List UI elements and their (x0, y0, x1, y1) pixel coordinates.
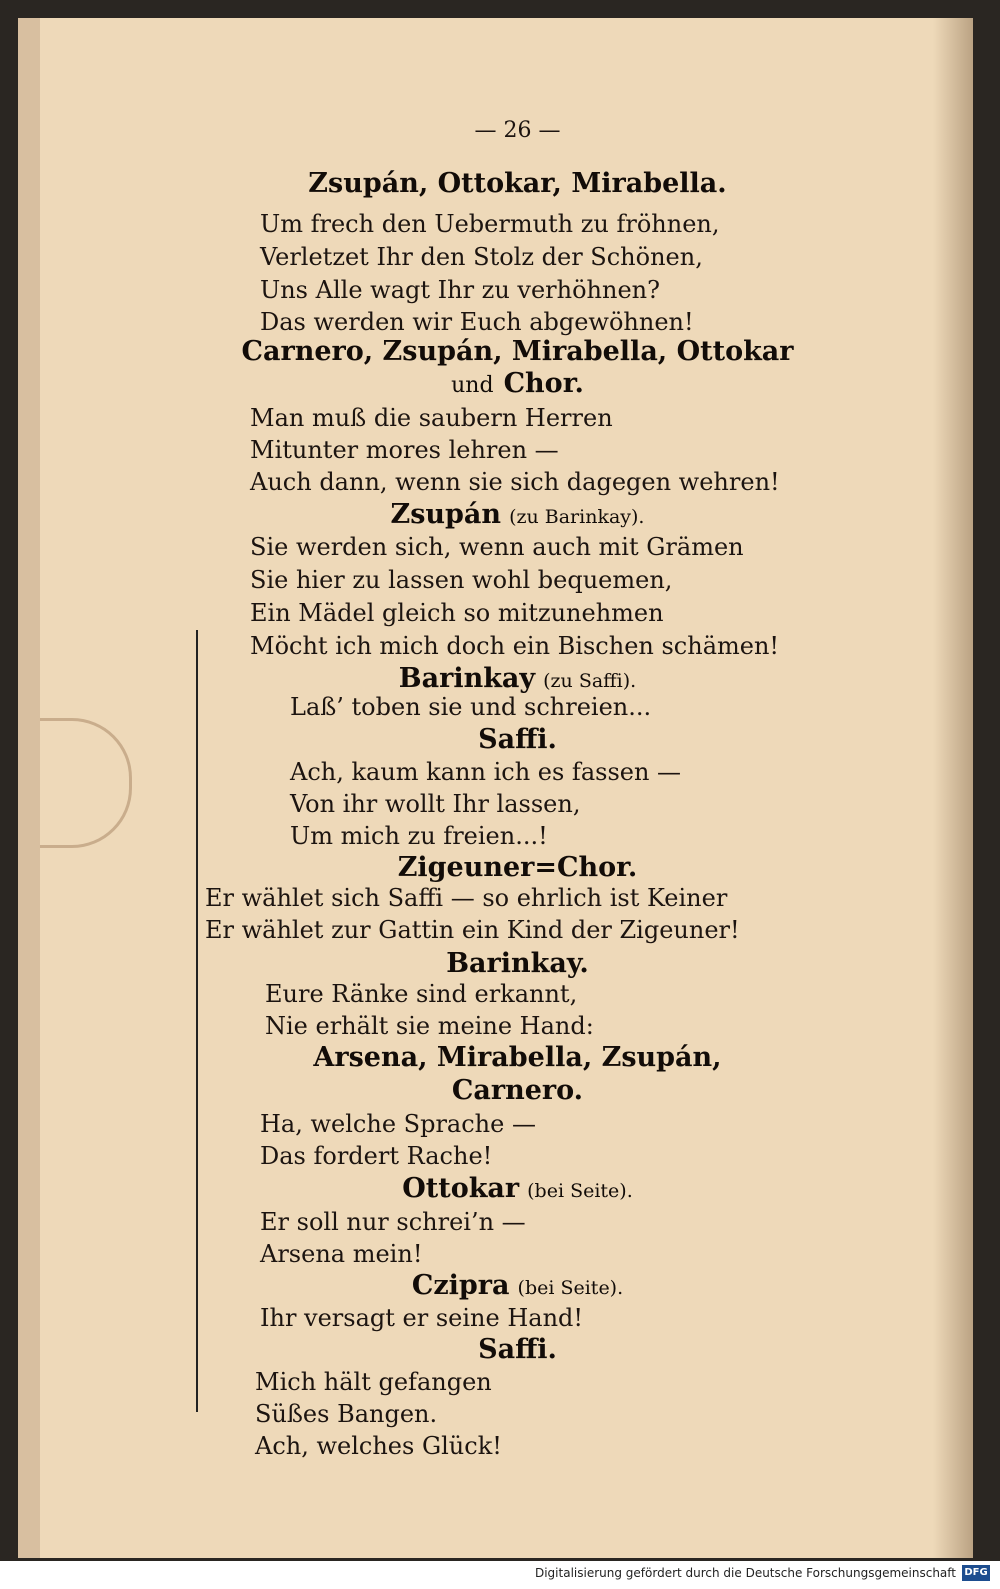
speaker-heading (40, 1270, 995, 1301)
speaker-name: Czipra (411, 1270, 510, 1301)
verse-line: Das fordert Rache! (260, 1142, 493, 1170)
dfg-logo: DFG (962, 1565, 990, 1581)
stage-direction: (bei Seite). (517, 1277, 624, 1299)
verse-line: Nie erhält sie meine Hand: (265, 1012, 594, 1040)
speaker-heading (40, 948, 995, 979)
book-page (18, 18, 973, 1558)
speaker-name: Barinkay (398, 663, 536, 694)
speaker-name: Chor. (503, 368, 584, 399)
speaker-heading (40, 1075, 995, 1106)
verse-line: Verletzet Ihr den Stolz der Schönen, (260, 243, 703, 271)
speaker-name: Saffi. (478, 1334, 557, 1365)
page-number: — 26 — (474, 118, 561, 143)
speaker-prefix: und (451, 373, 494, 398)
verse-line: Auch dann, wenn sie sich dagegen wehren! (250, 468, 780, 496)
digitization-credit: Digitalisierung gefördert durch die Deutsche Forschungsgemeinschaft (534, 1566, 956, 1580)
verse-line: Sie werden sich, wenn auch mit Grämen (250, 533, 744, 561)
verse-line: Er soll nur schrei’n — (260, 1208, 526, 1236)
speaker-heading (40, 1334, 995, 1365)
speaker-name: Zigeuner=Chor. (397, 852, 638, 883)
speaker-name: Zsupán, Ottokar, Mirabella. (308, 168, 727, 199)
verse-line: Um frech den Uebermuth zu fröhnen, (260, 210, 720, 238)
verse-line: Sie hier zu lassen wohl bequemen, (250, 566, 673, 594)
speaker-name: Barinkay. (446, 948, 589, 979)
verse-line: Arsena mein! (260, 1240, 423, 1268)
verse-line: Er wählet zur Gattin ein Kind der Zigeuner! (205, 916, 740, 944)
speaker-heading (40, 663, 995, 694)
verse-line: Mich hält gefangen (255, 1368, 492, 1396)
verse-line: Ha, welche Sprache — (260, 1110, 536, 1138)
speaker-heading (40, 1173, 995, 1204)
verse-line: Von ihr wollt Ihr lassen, (290, 790, 581, 818)
verse-line: Um mich zu freien...! (290, 822, 548, 850)
speaker-heading (40, 336, 995, 367)
speaker-heading (40, 724, 995, 755)
speaker-name: Carnero. (451, 1075, 584, 1106)
speaker-heading (40, 368, 995, 399)
verse-line: Laß’ toben sie und schreien... (290, 693, 652, 721)
speaker-heading (40, 1042, 995, 1073)
stage-direction: (zu Barinkay). (509, 506, 645, 528)
verse-line: Ein Mädel gleich so mitzunehmen (250, 599, 664, 627)
speaker-name: Saffi. (478, 724, 557, 755)
stage-direction: (zu Saffi). (543, 670, 637, 692)
verse-line: Uns Alle wagt Ihr zu verhöhnen? (260, 276, 660, 304)
page-gutter-shadow (933, 18, 973, 1558)
verse-line: Das werden wir Euch abgewöhnen! (260, 308, 694, 336)
verse-line: Man muß die saubern Herren (250, 404, 613, 432)
stage-direction: (bei Seite). (527, 1180, 633, 1202)
verse-line: Ach, kaum kann ich es fassen — (290, 758, 682, 786)
verse-line: Eure Ränke sind erkannt, (265, 980, 578, 1008)
verse-line: Möcht ich mich doch ein Bischen schämen! (250, 632, 780, 660)
speaker-heading (40, 168, 995, 199)
speaker-name: Ottokar (402, 1173, 520, 1204)
speaker-heading (40, 499, 995, 530)
speaker-name: Zsupán (390, 499, 502, 530)
speaker-name: Arsena, Mirabella, Zsupán, (313, 1042, 722, 1073)
verse-line: Süßes Bangen. (255, 1400, 438, 1428)
verse-line: Ach, welches Glück! (255, 1432, 502, 1460)
verse-line: Ihr versagt er seine Hand! (260, 1304, 584, 1332)
verse-line: Mitunter mores lehren — (250, 436, 559, 464)
speaker-heading (40, 852, 995, 883)
speaker-name: Carnero, Zsupán, Mirabella, Ottokar (241, 336, 794, 367)
verse-line: Er wählet sich Saffi — so ehrlich ist Keiner (205, 884, 728, 912)
